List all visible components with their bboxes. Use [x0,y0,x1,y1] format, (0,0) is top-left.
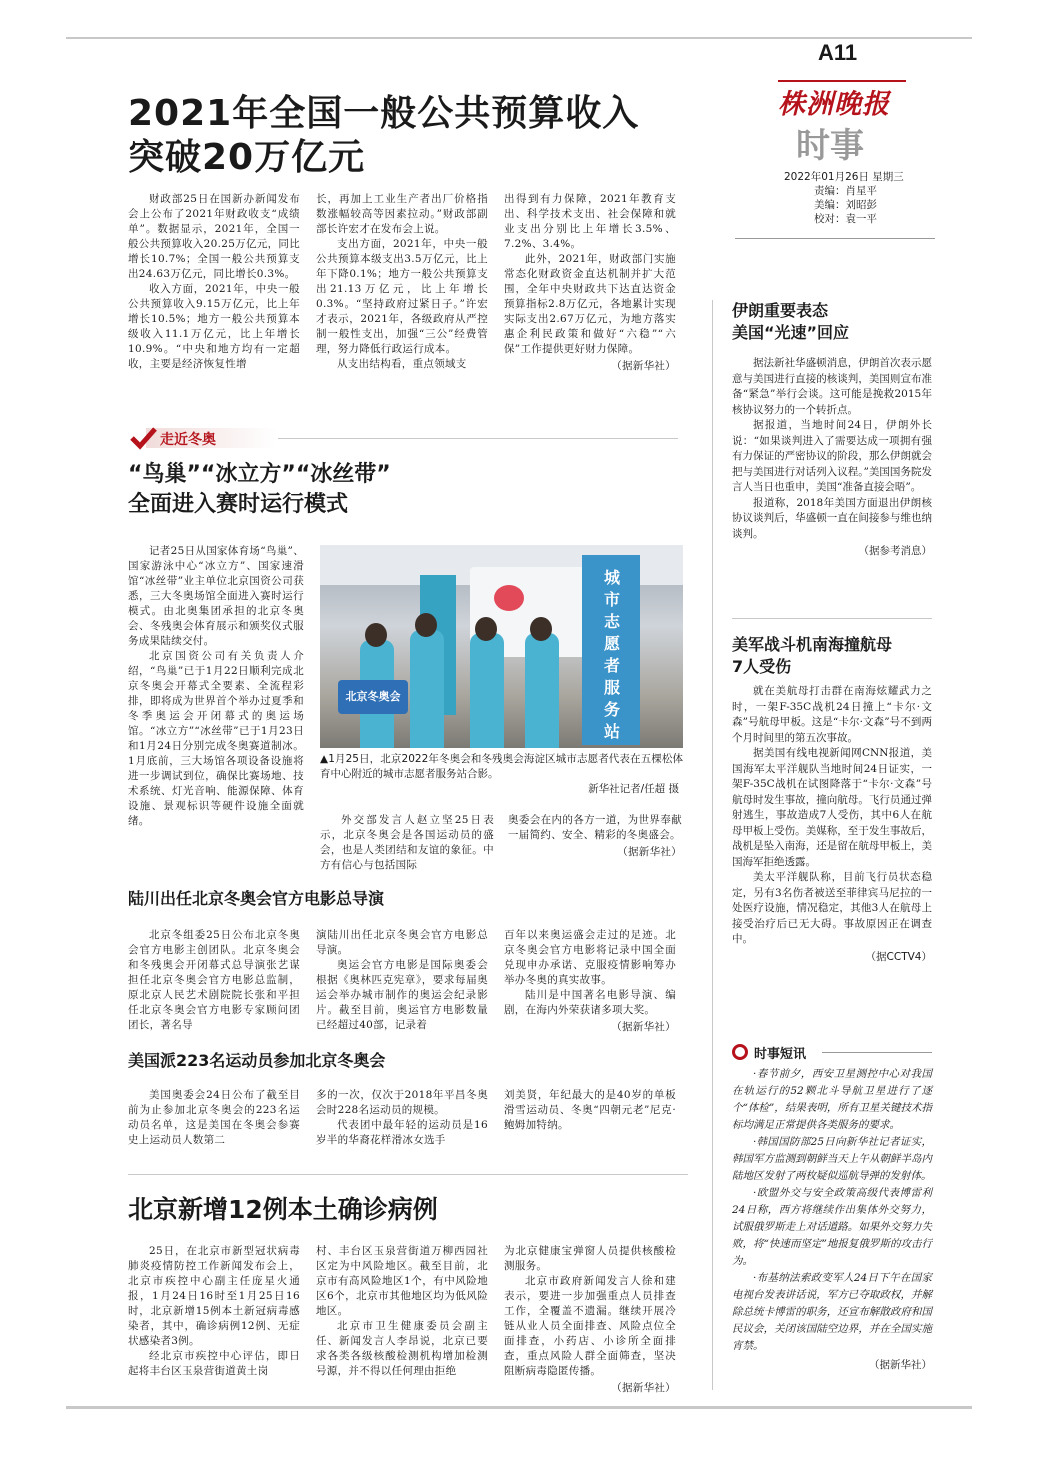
olympics-source: （据新华社） [617,846,682,858]
iran-headline: 伊朗重要表态 美国“光速”回应 [732,301,850,342]
designer: 美编：刘昭彭 [814,199,877,211]
carrier-headline: 美军战斗机南海撞航母 7人受伤 [732,635,893,676]
olympics-headline: “鸟巢”“冰立方”“冰丝带” 全面进入赛时运行模式 [128,462,391,517]
brief-item: ·欧盟外交与安全政策高级代表博雷利24日称，西方将继续作出集体外交努力，试服俄罗斯走上对话道路。如果外交努力失败，将“快速而坚定”地报复俄罗斯的攻击行为。 [732,1187,932,1267]
banner-label: 走近冬奥 [160,432,216,448]
brief-item: ·韩国国防部25日向新华社记者证实，韩国军方监测到朝鲜当天上午从朝鲜半岛内陆地区发射了两枚疑似巡航导弹的发射体。 [732,1136,932,1182]
iran-divider [732,618,932,619]
lead-col-1: 财政部25日在国新办新闻发布会上公布了2021年财政收支“成绩单”。数据显示，2021年，全国一般公共预算收入20.25万亿元，同比增长10.7%；全国一般公共预算支出24.63万亿元，同比增长0.3%。 收入方面，2021年，中央一般公共预算收入9.15万亿元，比上年增长10.5%；地方一般公共预算本级收入11.1万亿元，比上年增长10.9%。“中央和地方均有一定超收，主要是经济恢复性增 [128,193,300,370]
olympics-bottom-col-1: 外交部发言人赵立坚25日表示，北京冬奥会是各国运动员的盛会，也是人类团结和友谊的象征。中方有信心与包括国际 [320,814,494,871]
briefs-source: （据新华社） [869,1359,932,1371]
usa-team-headline: 美国派223名运动员参加北京冬奥会 [128,1051,386,1070]
brief-item: ·布基纳法索政变军人24日下午在国家电视台发表讲话说，军方已夺取政权，并解除总统卡博雷的职务，还宣布解散政府和国民议会，关闭该国陆空边界，并在全国实施宵禁。 [732,1272,932,1352]
lead-col-3: 出得到有力保障，2021年教育支出、科学技术支出、社会保障和就业支出分别比上年增长3.5%、7.2%、3.4%。 此外，2021年，财政部门实施常态化财政资金直达机制并扩大范围，全年中央财政共下达直达资金预算指标2.8万亿元，各地累计实现实际支出2.67万亿元，为地方落实惠企利民政策和做好“六稳”“六保”工作提供更好财力保障。 （据新华社） [504,193,676,372]
lead-source: （据新华社） [611,360,676,372]
covid-col-2: 村、丰台区玉泉营街道万柳西园社区定为中风险地区。截至目前，北京市有高风险地区1个，有中风险地区6个，北京市其他地区均为低风险地区。 北京市卫生健康委员会副主任、新闻发言人李昂说，北京已要求各类各级核酸检测机构增加检测号源，并不得以任何理由拒绝 [316,1245,488,1377]
photo-caption: ▲1月25日，北京2022年冬奥会和冬残奥会海淀区城市志愿者代表在五棵松体育中心附近的城市志愿者服务站合影。 新华社记者/任超 摄 [320,753,683,795]
circle-bullet-icon [732,1044,748,1060]
paper-logo: 株洲晚报 [778,89,890,120]
top-rule [66,37,972,39]
covid-headline: 北京新增12例本土确诊病例 [128,1195,438,1224]
film-col-2: 演陆川出任北京冬奥会官方电影总导演。 奥运会官方电影是国际奥委会根据《奥林匹克宪章》，要求每届奥运会举办城市制作的奥运会纪录影片。截至目前，奥运官方电影数量已经超过40部，记录着 [316,929,488,1031]
lead-headline: 2021年全国一般公共预算收入 突破20万亿元 [128,93,640,178]
film-headline: 陆川出任北京冬奥会官方电影总导演 [128,889,385,908]
header-divider [735,238,935,239]
carrier-source: （据CCTV4） [865,950,932,963]
header-meta [784,170,904,226]
usa-team-col-1: 美国奥委会24日公布了截至目前为止参加北京冬奥会的223名运动员名单，这是美国在冬奥会参赛史上运动员人数第二 [128,1089,300,1146]
briefs-banner [732,1042,932,1064]
lead-col-2: 长，再加上工业生产者出厂价格指数涨幅较高等因素拉动。”财政部副部长许宏才在发布会上说。 支出方面，2021年，中央一般公共预算本级支出3.5万亿元，比上年下降0.1%；地方一般公共预算支出21.13万亿元，比上年增长0.3%。“坚持政府过紧日子。”许宏才表示，2021年，各级政府从严控制一般性支出，加强“三公”经费管理，努力降低行政运行成本。 从支出结构看，重点领域支 [316,193,488,370]
film-source: （据新华社） [611,1021,676,1033]
iran-source: （据参考消息） [858,545,932,557]
usa-team-col-3: 刘美贤，年纪最大的是40岁的单板滑雪运动员、冬奥“四朝元老”尼克·鲍姆加特纳。 [504,1089,676,1131]
page-number: A11 [818,40,858,65]
olympics-bottom-col-2: 奥委会在内的各方一道，为世界奉献一届简约、安全、精彩的冬奥盛会。 （据新华社） [508,814,682,858]
olympics-left-col: 记者25日从国家体育场“鸟巢”、国家游泳中心“冰立方”、国家速滑馆“冰丝带”业主单位北京国资公司获悉，三大冬奥场馆全面进入赛时运行模式。由北奥集团承担的北京冬奥会、冬残奥会体育展示和颁奖仪式服务成果陆续交付。 北京国资公司有关负责人介绍，“鸟巢”已于1月22日顺利完成北京冬奥会开幕式全要素、全流程彩排，即将成为世界首个举办过夏季和冬季奥运会开闭幕式的奥运场馆。“冰立方”“冰丝带”已于1月23日和1月24日分别完成冬奥赛道制冰。1月底前，三大场馆各项设备设施将进一步调试到位，确保比赛场地、技术系统、灯光音响、能源保障、体育设施、景观标识等硬件设施全面就绪。 [128,545,304,827]
volunteer-banner: 城市志愿者服务站 [582,555,640,745]
brief-item: ·春节前夕，西安卫星测控中心对我国在轨运行的52颗北斗导航卫星进行了逐个“体检”，结果表明，所有卫星关键技术指标均满足正常提供各类服务的要求。 [732,1068,932,1131]
photo-sign: 北京冬奥会 [338,680,408,714]
section-name: 时事 [796,126,864,166]
usa-team-col-2: 多的一次，仅次于2018年平昌冬奥会时228名运动员的规模。 代表团中最年轻的运动员是16岁半的华裔花样滑冰女选手 [316,1089,488,1146]
bottom-rule [66,1406,972,1409]
film-col-3: 百年以来奥运盛会走过的足迹。北京冬奥会官方电影将记录中国全面兑现申办承诺、克服疫情影响筹办举办冬奥的真实故事。 陆川是中国著名电影导演、编剧，在海内外荣获诸多项大奖。 （据新华社） [504,929,676,1033]
checkmark-icon [128,425,158,451]
film-col-1: 北京冬组委25日公布北京冬奥会官方电影主创团队。北京冬奥会和冬残奥会开闭幕式总导演张艺谋担任北京冬奥会官方电影总监制，原北京人民艺术剧院院长张和平担任北京冬奥会官方电影专家顾问团团长，著名导 [128,929,300,1031]
volunteer-photo [320,545,683,748]
photo-credit: 新华社记者/任超 摄 [588,783,679,795]
column-divider [712,300,713,1390]
covid-source: （据新华社） [611,1382,676,1394]
editor: 责编：肖星平 [814,185,877,197]
proofreader: 校对：袁一平 [814,213,877,225]
covid-top-rule [128,1174,688,1175]
carrier-body: 就在美航母打击群在南海炫耀武力之时，一架F-35C战机24日撞上“卡尔·文森”号航母甲板。这是“卡尔·文森”号不到两个月时间里的第五次事故。 据美国有线电视新闻网CNN报道，美国海军太平洋舰队当地时间24日证实，一架F-35C战机在试图降落于“卡尔·文森”号航母时发生事故，撞向航母。飞行员通过弹射逃生，事故造成7人受伤，其中6人在航母甲板上受伤。美媒称，至于发生事故后，战机是坠入南海，还是留在航母甲板上，美国海军拒绝透露。 美太平洋舰队称，目前飞行员状态稳定，另有3名伤者被送至菲律宾马尼拉的一处医疗设施，情况稳定，其他3人在航母上接受治疗后已无大碍。事故原因正在调查中。 （据CCTV4） [732,684,932,965]
briefs-list [732,1066,932,1372]
olympics-banner [128,425,680,451]
covid-col-3: 为北京健康宝弹窗人员提供核酸检测服务。 北京市政府新闻发言人徐和建表示，要进一步加强重点人员排查工作，全覆盖不遗漏。继续开展冷链从业人员全面排查、风险点位全面排查，小药店、小诊所全面排查，重点风险人群全面筛查，坚决阻断病毒隐匿传播。 （据新华社） [504,1245,676,1394]
covid-col-1: 25日，在北京市新型冠状病毒肺炎疫情防控工作新闻发布会上，北京市疾控中心副主任庞星火通报，1月24日16时至1月25日16时，北京新增15例本土新冠病毒感染者，其中，确诊病例12例、无症状感染者3例。 经北京市疾控中心评估，即日起将丰台区玉泉营街道黄土岗 [128,1245,300,1377]
briefs-title: 时事短讯 [754,1047,807,1062]
iran-body: 据法新社华盛顿消息，伊朗首次表示愿意与美国进行直接的核谈判，美国则宣布准备“紧急”举行会谈。这可能是挽救2015年核协议努力的一个转折点。 据报道，当地时间24日，伊朗外长说：“如果谈判进入了需要达成一项拥有强有力保证的严密协议的阶段，那么伊朗就会把与美国进行对话列入议程。”美国国务院发言人当日也重申，美国“准备直接会晤”。 报道称，2018年美国方面退出伊朗核协议谈判后，华盛顿一直在间接参与维也纳谈判。 （据参考消息） [732,356,932,560]
issue-date: 2022年01月26日 星期三 [784,171,904,183]
